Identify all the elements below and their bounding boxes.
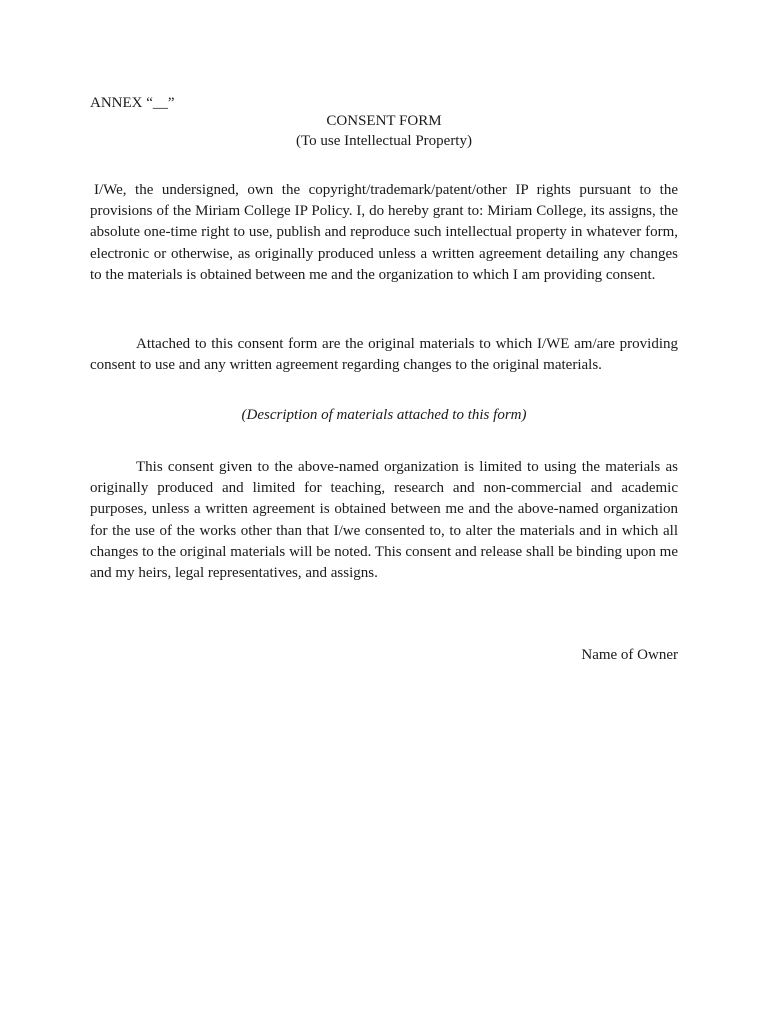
annex-label: ANNEX “__” [90, 95, 175, 111]
grant-paragraph: I/We, the undersigned, own the copyright/trademark/patent/other IP rights pursuant to the provisions of the Miriam College IP Policy. I, do hereby grant to: Miriam College, its assigns, the absolute one-time right to use, publish and reproduce such intellectual property in whatever form, electronic or otherwise, as originally produced unless a written agreement detailing any changes to the materials is obtained between me and the organization to which I am providing consent. [90, 182, 678, 283]
owner-signature-label: Name of Owner [581, 647, 678, 663]
limitation-paragraph: This consent given to the above-named organization is limited to using the materials as originally produced and limited for teaching, research and non-commercial and academic purposes, unless a written agreement is obtained between me and the above-named organization for the use of the works other than that I/we consented to, to alter the materials and in which all changes to the original materials will be noted. This consent and release shall be binding upon me and my heirs, legal representatives, and assigns. [90, 459, 678, 582]
document-subtitle: (To use Intellectual Property) [296, 133, 472, 149]
materials-description-note: (Description of materials attached to this form) [241, 407, 527, 423]
document-title: CONSENT FORM [326, 113, 442, 129]
attachment-paragraph: Attached to this consent form are the original materials to which I/WE am/are providing consent to use and any written agreement regarding changes to the original materials. [90, 336, 678, 374]
document-page [90, 0, 678, 1024]
